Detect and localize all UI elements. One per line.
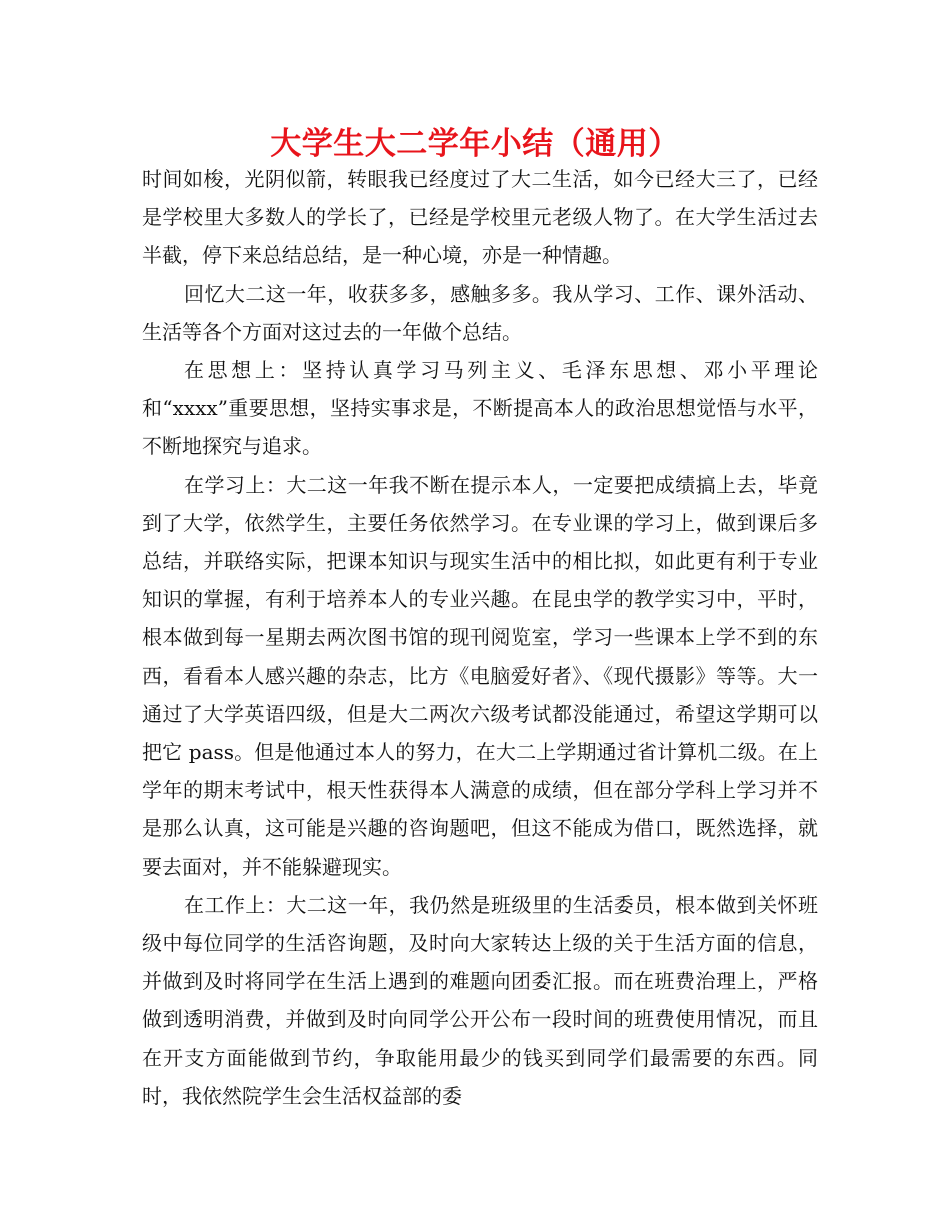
document-title: 大学生大二学年小结（通用） [270,126,680,162]
paragraph-intro: 时间如梭，光阴似箭，转眼我已经度过了大二生活，如今已经大三了，已经是学校里大多数人的学长了，已经是学校里元老级人物了。在大学生活过去半截，停下来总结总结，是一种心境，亦是一种情趣。 [142,167,818,268]
document-body [142,160,818,1115]
paragraph-work: 在工作上：大二这一年，我仍然是班级里的生活委员，根本做到关怀班级中每位同学的生活咨询题，及时向大家转达上级的关于生活方面的信息，并做到及时将同学在生活上遇到的难题向团委汇报。而在班费治理上，严格做到透明消费，并做到及时向同学公开公布一段时间的班费使用情况，而且在开支方面能做到节约，争取能用最少的钱买到同学们最需要的东西。同时，我依然院学生会生活权益部的委 [142,892,818,1108]
paragraph-study: 在学习上：大二这一年我不断在提示本人，一定要把成绩搞上去，毕竟到了大学，依然学生，主要任务依然学习。在专业课的学习上，做到课后多总结，并联络实际，把课本知识与现实生活中的相比拟，如此更有利于专业知识的掌握，有利于培养本人的专业兴趣。在昆虫学的教学实习中，平时，根本做到每一星期去两次图书馆的现刊阅览室，学习一些课本上学不到的东西，看看本人感兴趣的杂志，比方《电脑爱好者》、《现代摄影》等等。大一通过了大学英语四级，但是大二两次六级考试都没能通过，希望这学期可以把它 pass。但是他通过本人的努力，在大二上学期通过省计算机二级。在上学年的期末考试中，根天性获得本人满意的成绩，但在部分学科上学习并不是那么认真，这可能是兴趣的咨询题吧，但这不能成为借口，既然选择，就要去面对，并不能躲避现实。 [142,472,818,879]
paragraph-thought: 在思想上：坚持认真学习马列主义、毛泽东思想、邓小平理论和“xxxx”重要思想，坚持实事求是，不断提高本人的政治思想觉悟与水平，不断地探究与追求。 [142,358,818,459]
paragraph-review: 回忆大二这一年，收获多多，感触多多。我从学习、工作、课外活动、生活等各个方面对这过去的一年做个总结。 [142,281,818,344]
